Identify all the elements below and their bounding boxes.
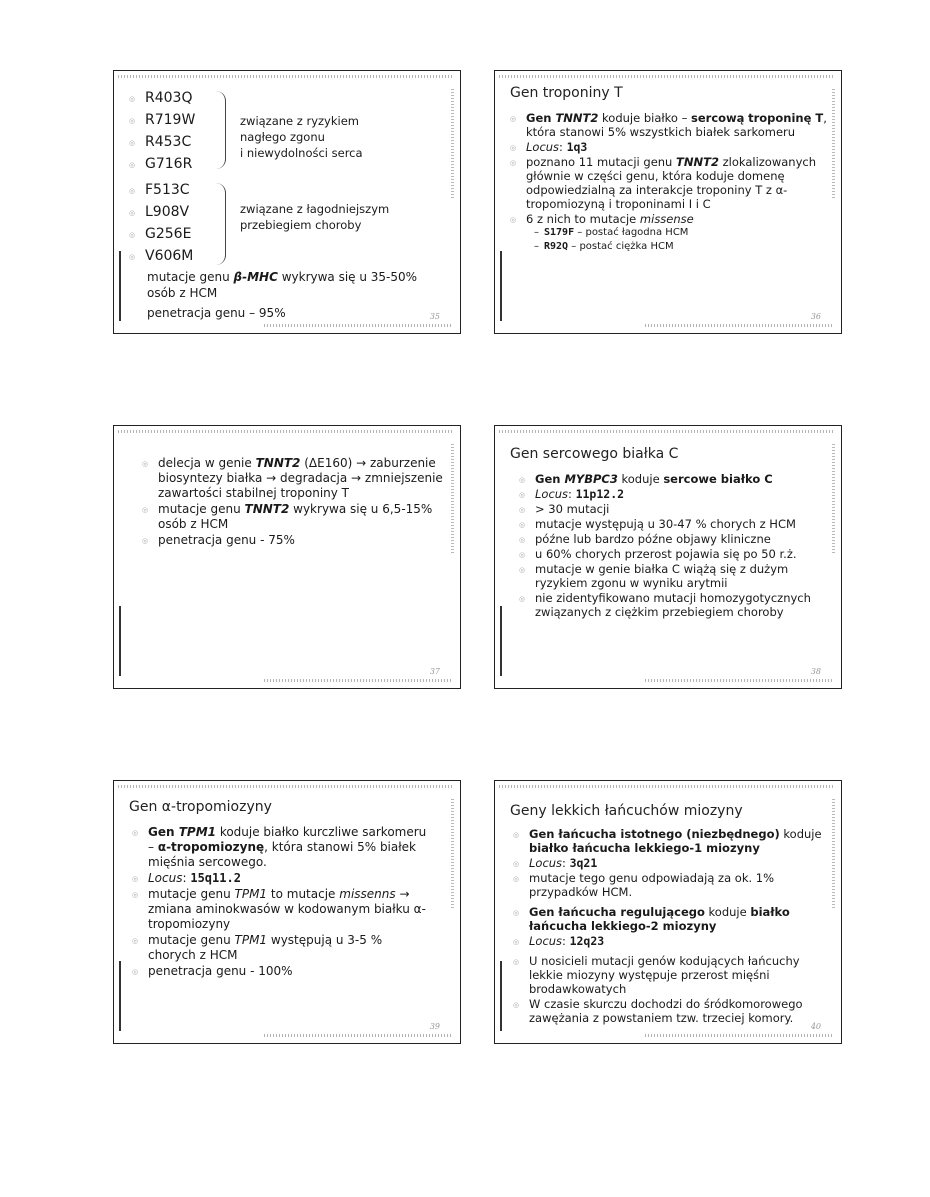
- bullet-item: ◎ mutacje występują u 30-47 % chorych z HCM: [519, 517, 827, 531]
- bullet-item: [513, 856, 825, 870]
- slide-right-rule: [451, 89, 454, 199]
- text: Locus: [529, 856, 563, 870]
- sub-list: [534, 226, 827, 253]
- bullet-item: ◎ penetracja genu - 100%: [132, 964, 430, 979]
- summary-text: [147, 269, 447, 321]
- bullet-item: ◎ W czasie skurczu dochodzi do śródkomorowego zawężania z powstaniem tzw. trzeciej komory.: [513, 997, 825, 1025]
- text: wykrywa się u 6,5-15% osób z HCM: [158, 502, 433, 531]
- bullet-list: [142, 456, 446, 549]
- text: koduje: [779, 827, 822, 841]
- text: Gen łańcucha istotnego (niezbędnego): [529, 827, 780, 841]
- penetrance-line: penetracja genu – 95%: [147, 306, 286, 320]
- note-line: związane z łagodniejszym: [240, 202, 390, 216]
- sub-item: [534, 240, 827, 253]
- text: koduje białko –: [598, 111, 692, 125]
- locus-value: 3q21: [569, 856, 598, 870]
- text: występują u 3-5 % chorych z HCM: [148, 933, 383, 962]
- bullet-item: [519, 472, 827, 486]
- slide-36: [494, 70, 842, 334]
- page-number: 38: [810, 667, 821, 676]
- text: α-tropomiozynę: [157, 840, 265, 854]
- slide-title: Geny lekkich łańcuchów miozyny: [510, 803, 743, 819]
- detection-line: [147, 269, 447, 285]
- page-number: 40: [810, 1022, 821, 1031]
- note-a: [240, 113, 363, 161]
- slide-35: [113, 70, 461, 334]
- locus-value: 12q23: [569, 934, 605, 948]
- text: koduje białko kurczliwe sarkomeru –: [148, 825, 427, 854]
- bullet-item: ◎ U nosicieli mutacji genów kodujących łańcuchy lekkie miozyny występuje przerost mięśni brodawkowatych: [513, 954, 825, 996]
- slide-title: Gen sercowego białka C: [510, 446, 679, 462]
- text: Locus: [535, 487, 569, 501]
- slide-right-rule: [451, 799, 454, 909]
- gene-name: TNNT2: [676, 155, 719, 169]
- bullet-item: [510, 212, 827, 253]
- gene-name: TNNT2: [555, 111, 599, 125]
- bullet-list: [519, 472, 827, 620]
- note-line: związane z ryzykiem: [240, 114, 359, 128]
- text: – postać łagodna HCM: [574, 227, 689, 238]
- mutation-item: ◎ R453C: [129, 131, 195, 153]
- text: – postać ciężka HCM: [568, 241, 674, 252]
- slide-39: [113, 780, 461, 1044]
- text: → zmiana aminokwasów w kodowanym białku α-tropomiozyny: [148, 887, 426, 931]
- text: missense: [639, 212, 694, 226]
- locus-value: 15q11.2: [190, 871, 241, 885]
- text: zlokalizowanych głównie w części genu, która koduje domenę odpowiedzialną za interakcje troponiny T z α-tropomiozyną i troponinami I i C: [526, 155, 817, 211]
- bullet-item: ◎ późne lub bardzo późne objawy kliniczne: [519, 532, 827, 546]
- mutation-item: ◎ F513C: [129, 179, 193, 201]
- text: Locus: [526, 140, 560, 154]
- slide-right-rule: [832, 444, 835, 554]
- text: koduje: [617, 472, 664, 486]
- bullet-item: [513, 934, 825, 948]
- slide-right-rule: [832, 89, 835, 199]
- text: mutacje genu: [147, 270, 234, 284]
- slide-40: [494, 780, 842, 1044]
- text: , która stanowi 5% białek mięśnia sercowego.: [148, 840, 416, 869]
- mutation-code: R92Q: [544, 241, 569, 252]
- text: Gen: [535, 472, 565, 486]
- text: mutacje genu: [148, 933, 235, 947]
- page-number: 35: [429, 312, 440, 321]
- locus-value: 1q3: [566, 140, 588, 154]
- mutation-item: ◎ G716R: [129, 153, 195, 175]
- bullet-item: [510, 155, 827, 211]
- mutation-list-a: [129, 87, 195, 175]
- bullet-item: ◎ mutacje w genie białka C wiążą się z dużym ryzykiem zgonu w wyniku arytmii: [519, 562, 827, 590]
- text: sercową: [691, 111, 745, 125]
- text: :: [568, 487, 576, 501]
- slide-title: Gen troponiny T: [510, 85, 623, 101]
- bullet-item: [132, 825, 430, 870]
- gene-name: TPM1: [234, 887, 268, 901]
- bullet-list: [510, 111, 827, 254]
- bullet-item: [513, 905, 825, 933]
- mutation-item: ◎ G256E: [129, 223, 193, 245]
- gene-name: TNNT2: [244, 502, 290, 516]
- text: , która stanowi 5% wszystkich białek sarkomeru: [526, 111, 827, 139]
- bullet-list: [513, 827, 825, 1026]
- brace-a: [214, 91, 226, 169]
- slide-left-bar: [500, 961, 502, 1031]
- note-line: przebiegiem choroby: [240, 218, 362, 232]
- mutation-item: ◎ R403Q: [129, 87, 195, 109]
- text: Gen: [526, 111, 556, 125]
- gene-name: TPM1: [234, 933, 268, 947]
- bullet-item: [510, 111, 827, 139]
- text: missenns: [339, 887, 396, 901]
- mutation-list-b: [129, 179, 193, 267]
- text: osób z HCM: [147, 286, 218, 300]
- sub-item: [534, 226, 827, 239]
- mutation-item: ◎ L908V: [129, 201, 193, 223]
- mutation-item: ◎ R719W: [129, 109, 195, 131]
- text: 6 z nich to mutacje: [526, 212, 640, 226]
- text: :: [562, 856, 570, 870]
- slide-left-bar: [119, 606, 121, 676]
- note-b: [240, 201, 389, 233]
- text: (ΔE160) → zaburzenie biosyntezy białka → degradacja → zmniejszenie zawartości stabilnej troponiny T: [158, 456, 443, 500]
- locus-value: 11p12.2: [575, 487, 625, 501]
- text: wykrywa się u 35-50%: [277, 270, 418, 284]
- slide-37: [113, 425, 461, 689]
- slide-left-bar: [500, 606, 502, 676]
- bullet-item: [132, 871, 430, 886]
- bullet-item: ◎ u 60% chorych przerost pojawia się po 50 r.ż.: [519, 547, 827, 561]
- text: :: [559, 140, 567, 154]
- note-line: i niewydolności serca: [240, 146, 363, 160]
- bullet-list: [132, 825, 430, 980]
- slide-right-rule: [451, 444, 454, 554]
- bullet-item: ◎ > 30 mutacji: [519, 502, 827, 516]
- bullet-item: [142, 456, 446, 501]
- gene-name: TPM1: [178, 825, 216, 839]
- text: poznano 11 mutacji genu: [526, 155, 676, 169]
- note-line: nagłego zgonu: [240, 130, 325, 144]
- slide-left-bar: [119, 961, 121, 1031]
- page-number: 37: [429, 667, 440, 676]
- text: Locus: [148, 871, 183, 885]
- slide-left-bar: [119, 251, 121, 321]
- text: mutacje genu: [148, 887, 235, 901]
- text: delecja w genie: [158, 456, 256, 470]
- gene-name: TNNT2: [255, 456, 301, 470]
- gene-name: β-MHC: [233, 270, 278, 284]
- text: koduje: [704, 905, 751, 919]
- bullet-item: [510, 140, 827, 154]
- slide-left-bar: [500, 251, 502, 321]
- bullet-item: [519, 487, 827, 501]
- mutation-item: ◎ V606M: [129, 245, 193, 267]
- page-number: 39: [429, 1022, 440, 1031]
- bullet-item: [132, 933, 430, 963]
- slide-title: Gen α-tropomiozyny: [129, 799, 272, 815]
- text: mutacje genu: [158, 502, 245, 516]
- text: białko łańcucha lekkiego-2 miozyny: [529, 905, 790, 933]
- bullet-item: ◎ nie zidentyfikowano mutacji homozygotycznych związanych z ciężkim przebiegiem choroby: [519, 591, 827, 619]
- text: Gen: [148, 825, 179, 839]
- brace-b: [214, 183, 226, 265]
- slide-right-rule: [832, 799, 835, 909]
- mutation-code: S179F: [544, 227, 575, 238]
- text: Gen łańcucha regulującego: [529, 905, 705, 919]
- bullet-item: [142, 502, 446, 532]
- bullet-item: ◎ penetracja genu - 75%: [142, 533, 446, 548]
- bullet-item: ◎ mutacje tego genu odpowiadają za ok. 1% przypadków HCM.: [513, 871, 825, 899]
- page-number: 36: [810, 312, 821, 321]
- gene-name: MYBPC3: [564, 472, 618, 486]
- bullet-item: [513, 827, 825, 855]
- text: sercowe białko C: [663, 472, 773, 486]
- slide-38: [494, 425, 842, 689]
- text: białko łańcucha lekkiego-1 miozyny: [529, 841, 760, 855]
- bullet-item: [132, 887, 430, 932]
- text: :: [562, 934, 570, 948]
- text: Locus: [529, 934, 563, 948]
- text: to mutacje: [267, 887, 340, 901]
- text: troponinę T: [748, 111, 824, 125]
- text: :: [182, 871, 191, 885]
